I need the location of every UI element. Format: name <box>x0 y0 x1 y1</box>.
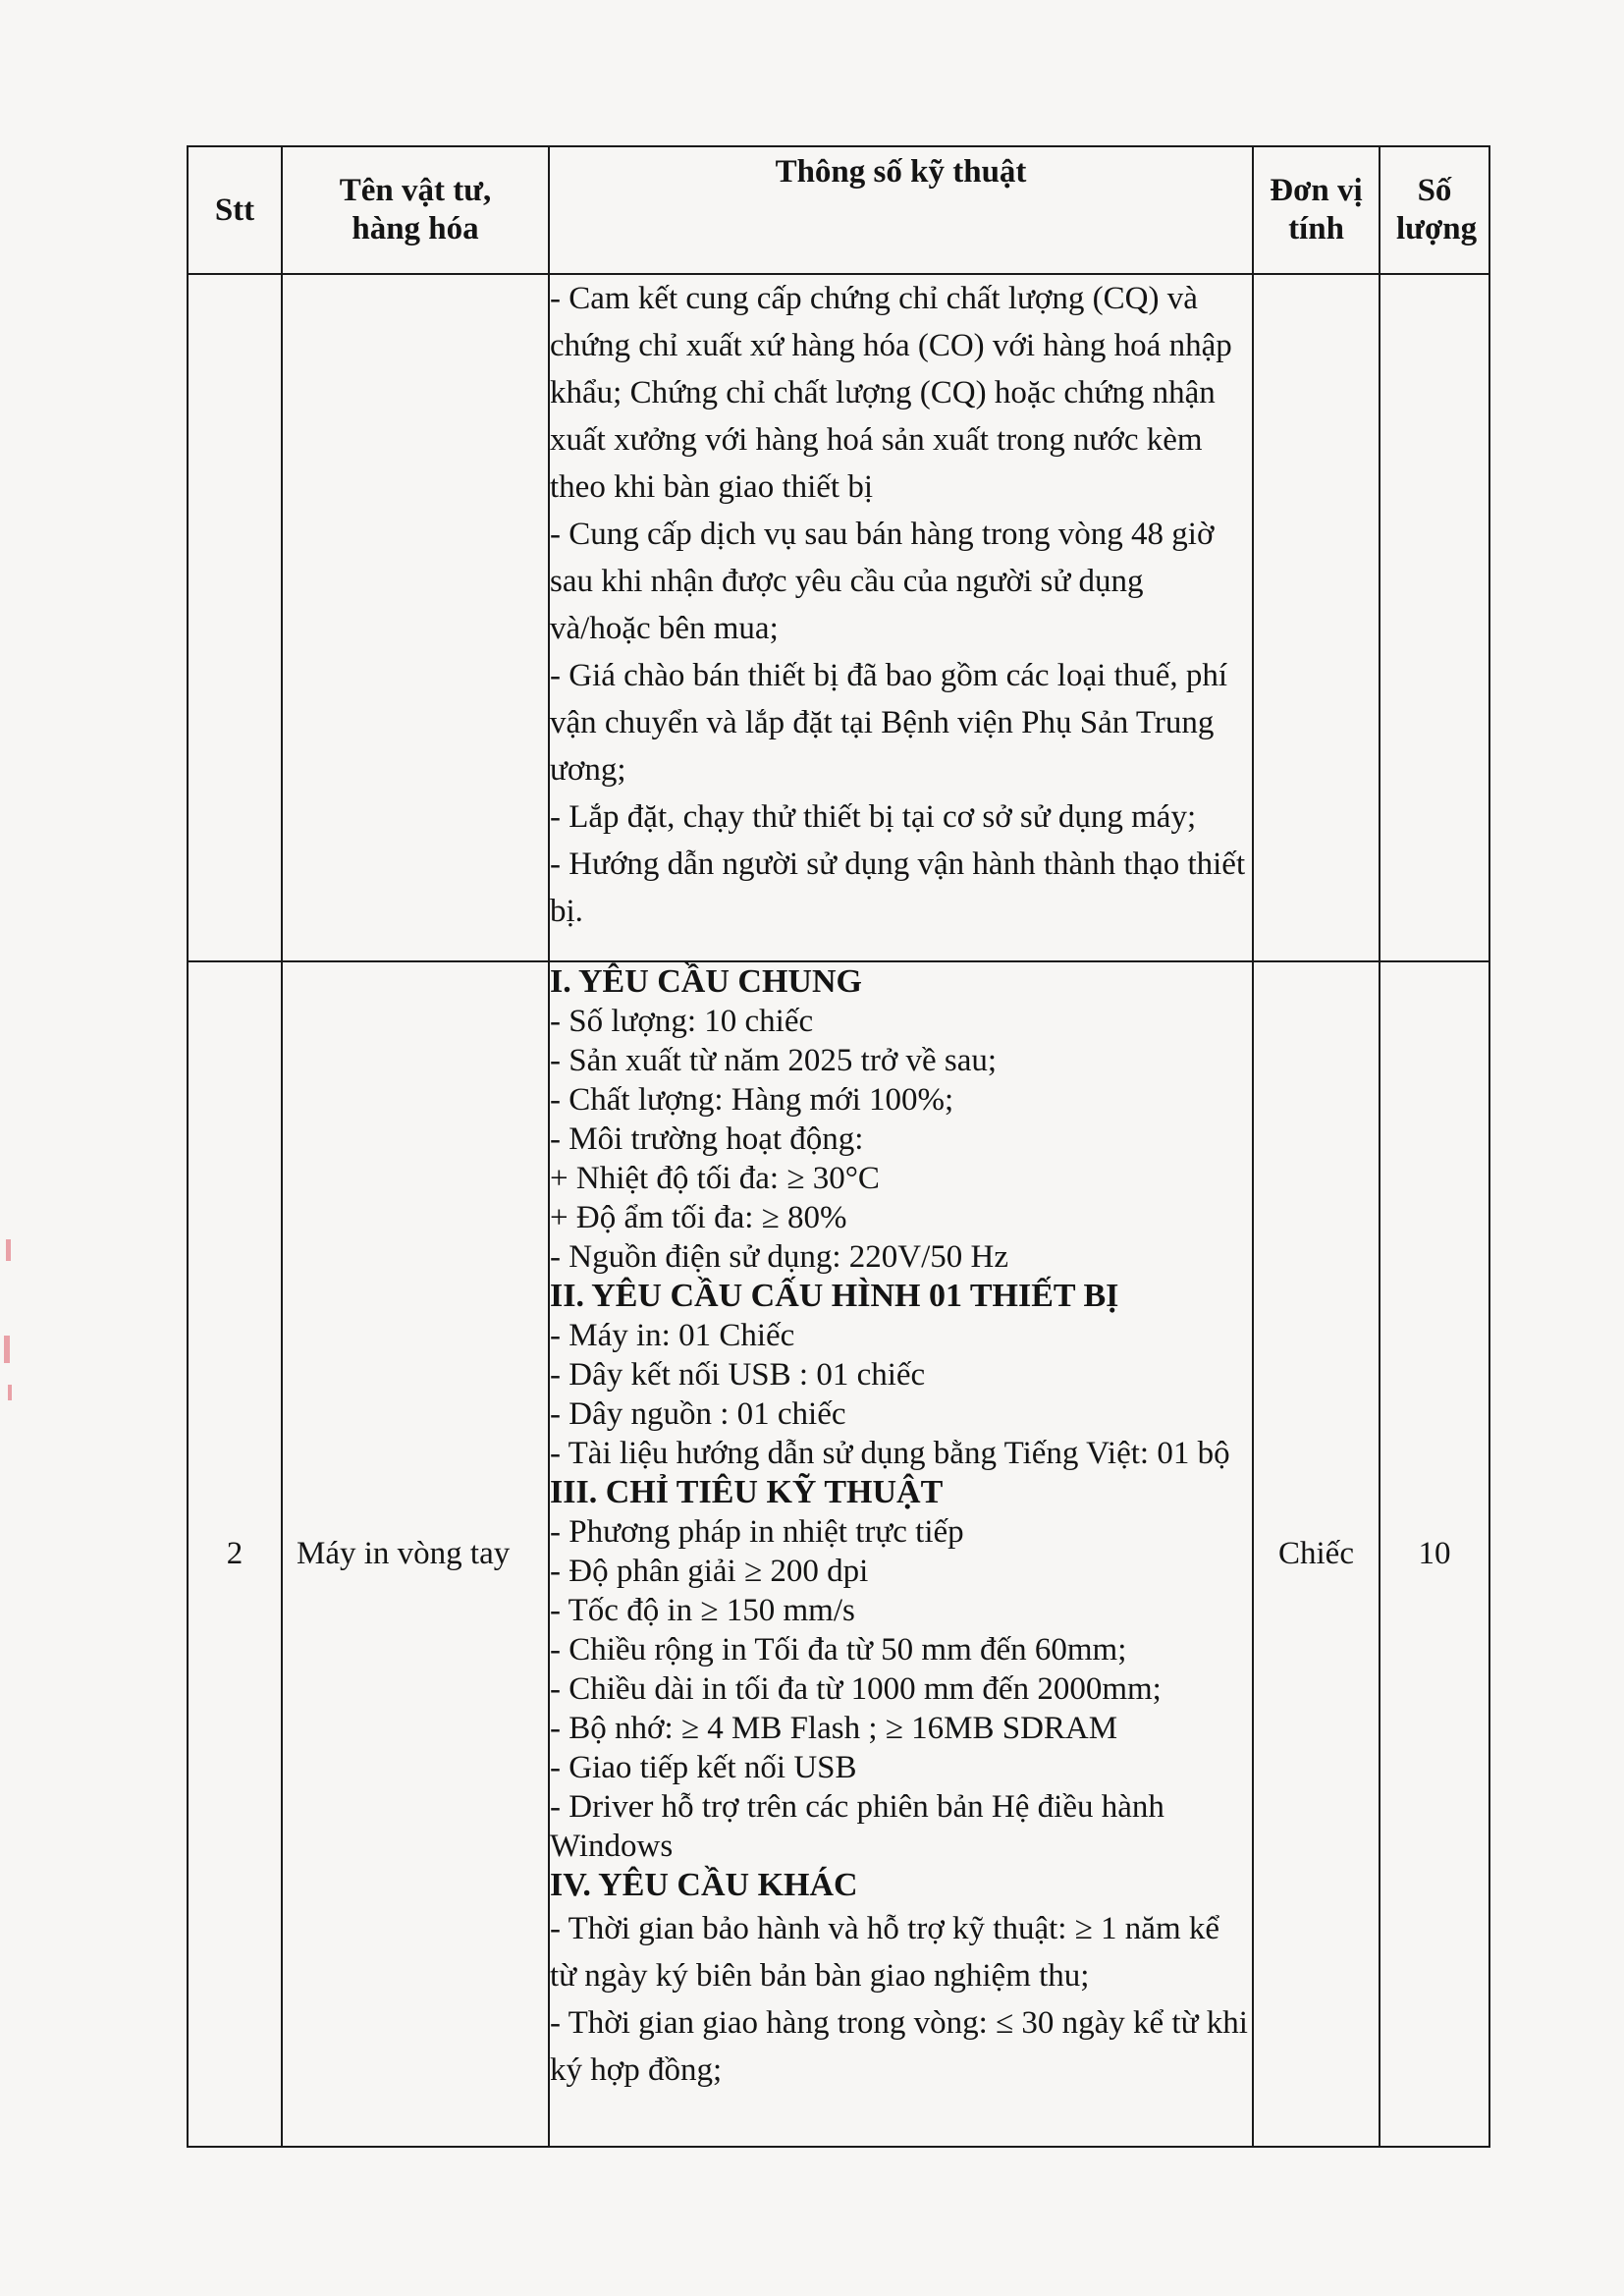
spec-line: - Tài liệu hướng dẫn sử dụng bằng Tiếng Việt: 01 bộ <box>550 1436 1230 1471</box>
row2-qty: 10 <box>1380 961 1489 2147</box>
red-stamp-fragment <box>4 1336 10 1363</box>
section-title: II. YÊU CẦU CẤU HÌNH 01 THIẾT BỊ <box>550 1278 1119 1314</box>
header-row <box>188 146 1489 274</box>
row2-spec <box>549 961 1253 2147</box>
spec-line: - Driver hỗ trợ trên các phiên bản Hệ điều hành Windows <box>550 1789 1164 1864</box>
row1-stt <box>188 274 282 961</box>
row1-name <box>282 274 549 961</box>
spec-line: - Nguồn điện sử dụng: 220V/50 Hz <box>550 1239 1009 1275</box>
row2-unit: Chiếc <box>1253 961 1380 2147</box>
header-spec: Thông số kỹ thuật <box>549 146 1253 274</box>
spec-line: - Giá chào bán thiết bị đã bao gồm các loại thuế, phí vận chuyển và lắp đặt tại Bệnh viện Phụ Sản Trung ương; <box>550 658 1228 788</box>
spec-line: - Chiều dài in tối đa từ 1000 mm đến 2000mm; <box>550 1671 1162 1707</box>
spec-line: - Môi trường hoạt động: <box>550 1121 864 1157</box>
row1-spec <box>549 274 1253 961</box>
spec-line: - Hướng dẫn người sử dụng vận hành thành thạo thiết bị. <box>550 847 1246 929</box>
spec-line: - Giao tiếp kết nối USB <box>550 1750 857 1785</box>
spec-line: - Độ phân giải ≥ 200 dpi <box>550 1554 869 1589</box>
spec-line: - Dây nguồn : 01 chiếc <box>550 1396 846 1432</box>
row2-stt: 2 <box>188 961 282 2147</box>
header-qty: Số lượng <box>1380 146 1489 274</box>
red-stamp-fragment <box>8 1385 12 1400</box>
spec-line: - Thời gian giao hàng trong vòng: ≤ 30 ngày kể từ khi ký hợp đồng; <box>550 2005 1248 2088</box>
spec-line: - Dây kết nối USB : 01 chiếc <box>550 1357 926 1393</box>
header-unit: Đơn vị tính <box>1253 146 1380 274</box>
spec-table <box>187 145 1490 2148</box>
spec-line: - Cung cấp dịch vụ sau bán hàng trong vòng 48 giờ sau khi nhận được yêu cầu của người sử dụng và/hoặc bên mua; <box>550 517 1215 646</box>
spec-line: + Độ ẩm tối đa: ≥ 80% <box>550 1200 847 1235</box>
spec-line: - Sản xuất từ năm 2025 trở về sau; <box>550 1043 998 1078</box>
header-stt: Stt <box>188 146 282 274</box>
spec-line: - Số lượng: 10 chiếc <box>550 1004 814 1039</box>
section-title: I. YÊU CẦU CHUNG <box>550 963 862 1000</box>
header-name: Tên vật tư, hàng hóa <box>282 146 549 274</box>
spec-line: - Chất lượng: Hàng mới 100%; <box>550 1082 954 1118</box>
spec-line: - Cam kết cung cấp chứng chỉ chất lượng (CQ) và chứng chỉ xuất xứ hàng hóa (CO) với hàng hoá nhập khẩu; Chứng chỉ chất lượng (CQ) hoặc chứng nhận xuất xưởng với hàng hoá sản xuất trong nước kèm theo khi bàn giao thiết bị <box>550 281 1232 505</box>
spec-line: - Thời gian bảo hành và hỗ trợ kỹ thuật: ≥ 1 năm kể từ ngày ký biên bản bàn giao nghiệm thu; <box>550 1911 1220 1994</box>
row1-unit <box>1253 274 1380 961</box>
row1-qty <box>1380 274 1489 961</box>
table-row <box>188 961 1489 2147</box>
section-title: III. CHỈ TIÊU KỸ THUẬT <box>550 1474 944 1510</box>
red-stamp-fragment <box>6 1239 11 1261</box>
section-title: IV. YÊU CẦU KHÁC <box>550 1867 858 1903</box>
spec-line: + Nhiệt độ tối đa: ≥ 30°C <box>550 1161 880 1196</box>
table-row <box>188 274 1489 961</box>
spec-line: - Bộ nhớ: ≥ 4 MB Flash ; ≥ 16MB SDRAM <box>550 1711 1118 1746</box>
spec-line: - Máy in: 01 Chiếc <box>550 1318 795 1353</box>
spec-line: - Tốc độ in ≥ 150 mm/s <box>550 1593 855 1628</box>
row2-name: Máy in vòng tay <box>282 961 549 2147</box>
spec-line: - Chiều rộng in Tối đa từ 50 mm đến 60mm; <box>550 1632 1127 1667</box>
spec-line: - Phương pháp in nhiệt trực tiếp <box>550 1514 964 1550</box>
spec-line: - Lắp đặt, chạy thử thiết bị tại cơ sở sử dụng máy; <box>550 799 1197 835</box>
